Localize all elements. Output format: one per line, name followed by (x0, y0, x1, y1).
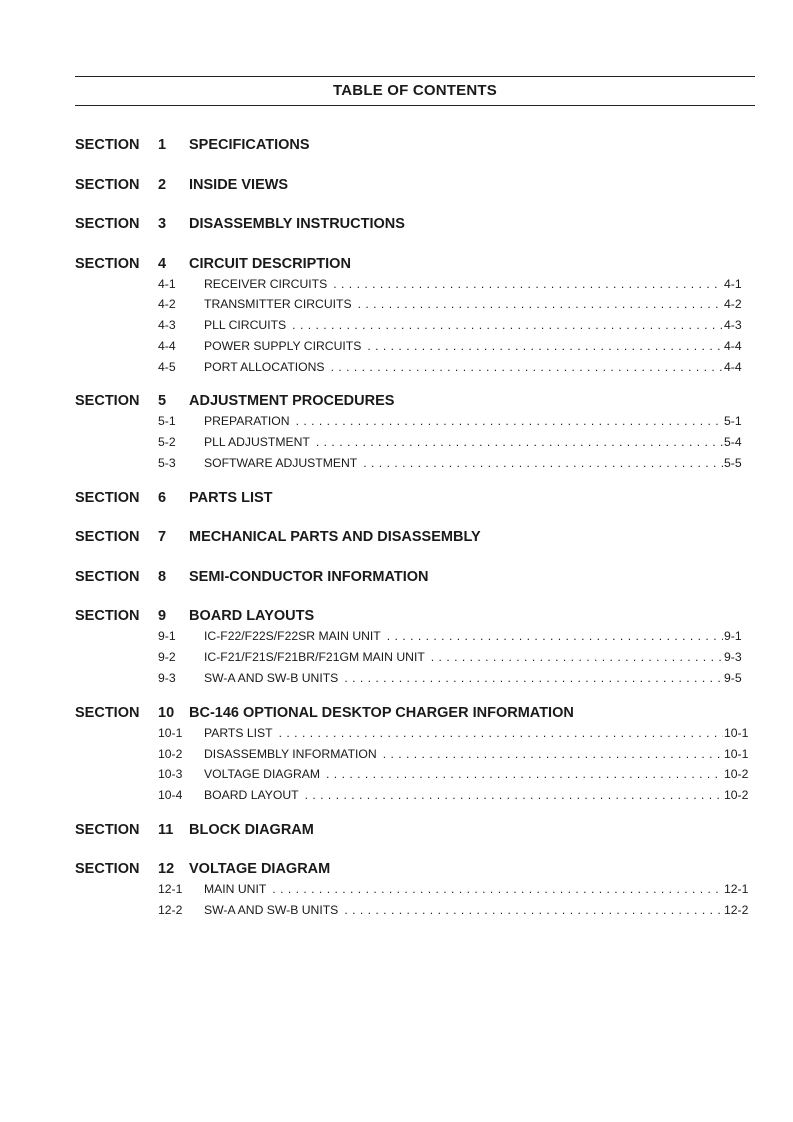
toc-entry[interactable] (75, 318, 742, 339)
toc-section (75, 861, 749, 924)
entry-page-number: 4-1 (724, 276, 742, 291)
section-number: 1 (158, 137, 167, 153)
entry-leader (204, 456, 723, 470)
page-title: TABLE OF CONTENTS (333, 82, 497, 99)
section-title: ADJUSTMENT PROCEDURES (189, 393, 395, 410)
section-number: 10 (158, 704, 175, 721)
entry-page-number: 9-1 (724, 629, 742, 644)
section-number: 6 (158, 489, 167, 506)
section-heading[interactable] (75, 216, 735, 236)
section-word: SECTION (75, 568, 140, 585)
toc-section (75, 704, 749, 809)
entry-page-number: 5-5 (724, 456, 742, 471)
section-number: 2 (158, 176, 167, 193)
entry-leader (204, 414, 723, 428)
entry-label: IC-F21/F21S/F21BR/F21GM MAIN UNIT (204, 650, 431, 664)
entry-leader (204, 726, 723, 740)
entry-number: 4-4 (158, 338, 176, 353)
section-title: CIRCUIT DESCRIPTION (189, 255, 351, 272)
entry-page-number: 9-3 (724, 650, 742, 665)
entry-page-number: 10-1 (724, 746, 749, 761)
entry-page-number: 5-1 (724, 414, 742, 429)
entry-label: VOLTAGE DIAGRAM (204, 767, 326, 781)
toc-section (75, 216, 735, 236)
section-word: SECTION (75, 608, 140, 625)
entry-label: PARTS LIST (204, 726, 279, 740)
section-word: SECTION (75, 489, 140, 506)
entry-list (75, 725, 749, 809)
section-number: 8 (158, 568, 167, 585)
section-title: DISASSEMBLY INSTRUCTIONS (189, 216, 405, 232)
entry-label: PREPARATION (204, 414, 296, 428)
toc-entry[interactable] (75, 903, 749, 924)
section-title: SPECIFICATIONS (189, 137, 310, 153)
section-word: SECTION (75, 255, 140, 272)
section-heading[interactable] (75, 608, 735, 628)
entry-number: 12-1 (158, 882, 183, 897)
section-number: 7 (158, 529, 167, 546)
entry-list (75, 882, 749, 924)
section-title: BLOCK DIAGRAM (189, 821, 314, 838)
entry-page-number: 10-2 (724, 788, 749, 803)
section-word: SECTION (75, 861, 140, 878)
section-number: 4 (158, 255, 167, 272)
section-word: SECTION (75, 393, 140, 410)
section-heading[interactable] (75, 529, 735, 549)
entry-number: 10-3 (158, 767, 183, 782)
entry-page-number: 5-4 (724, 435, 742, 450)
section-word: SECTION (75, 529, 140, 546)
toc-list (75, 137, 749, 937)
section-heading[interactable] (75, 569, 735, 589)
entry-leader (204, 339, 723, 353)
entry-number: 9-2 (158, 650, 176, 665)
entry-label: PLL CIRCUITS (204, 318, 292, 332)
toc-entry[interactable] (75, 414, 742, 435)
entry-page-number: 9-5 (724, 670, 742, 685)
entry-page-number: 10-1 (724, 725, 749, 740)
entry-page-number: 4-4 (724, 338, 742, 353)
toc-entry[interactable] (75, 456, 742, 477)
entry-number: 5-3 (158, 456, 176, 471)
toc-section (75, 255, 742, 381)
section-number: 3 (158, 216, 167, 232)
entry-number: 5-1 (158, 414, 176, 429)
section-title: VOLTAGE DIAGRAM (189, 861, 331, 878)
entry-number: 10-2 (158, 746, 183, 761)
section-number: 9 (158, 608, 167, 625)
section-number: 5 (158, 393, 167, 410)
entry-number: 10-4 (158, 788, 183, 803)
toc-section (75, 137, 735, 157)
entry-number: 4-5 (158, 359, 176, 374)
entry-list (75, 276, 742, 381)
entry-label: RECEIVER CIRCUITS (204, 277, 333, 291)
section-title: SEMI-CONDUCTOR INFORMATION (189, 568, 429, 585)
entry-label: POWER SUPPLY CIRCUITS (204, 339, 367, 353)
entry-page-number: 10-2 (724, 767, 749, 782)
entry-leader (204, 788, 723, 802)
section-word: SECTION (75, 821, 140, 838)
entry-label: PORT ALLOCATIONS (204, 360, 331, 374)
toc-entry[interactable] (75, 435, 742, 456)
toc-section (75, 529, 735, 549)
toc-entry[interactable] (75, 725, 749, 747)
section-heading[interactable] (75, 137, 735, 157)
entry-page-number: 12-1 (724, 882, 749, 897)
section-heading[interactable] (75, 822, 735, 842)
toc-entry[interactable] (75, 276, 742, 298)
section-word: SECTION (75, 137, 140, 153)
top-rule (75, 76, 755, 77)
section-heading[interactable] (75, 490, 735, 510)
toc-entry[interactable] (75, 670, 742, 692)
toc-section (75, 608, 742, 691)
entry-leader (204, 747, 723, 761)
toc-entry[interactable] (75, 746, 749, 768)
entry-number: 4-3 (158, 318, 176, 333)
toc-section (75, 822, 735, 842)
bottom-rule (75, 105, 755, 106)
entry-list (75, 629, 742, 691)
section-word: SECTION (75, 216, 140, 232)
entry-label: TRANSMITTER CIRCUITS (204, 297, 358, 311)
entry-number: 4-1 (158, 276, 176, 291)
section-word: SECTION (75, 704, 140, 721)
entry-label: SW-A AND SW-B UNITS (204, 671, 344, 685)
entry-page-number: 12-2 (724, 903, 749, 918)
entry-label: BOARD LAYOUT (204, 788, 305, 802)
section-heading[interactable] (75, 256, 735, 276)
toc-entry[interactable] (75, 650, 742, 671)
entry-label: IC-F22/F22S/F22SR MAIN UNIT (204, 629, 387, 643)
entry-page-number: 4-4 (724, 359, 742, 374)
section-title: MECHANICAL PARTS AND DISASSEMBLY (189, 529, 481, 546)
toc-entry[interactable] (75, 629, 742, 650)
entry-leader (204, 903, 723, 917)
section-number: 11 (158, 821, 174, 838)
section-heading[interactable] (75, 393, 735, 413)
section-word: SECTION (75, 176, 140, 193)
section-title: INSIDE VIEWS (189, 176, 289, 193)
toc-section (75, 490, 735, 510)
entry-number: 5-2 (158, 435, 176, 450)
entry-leader (204, 435, 723, 449)
entry-number: 12-2 (158, 903, 183, 918)
entry-leader (204, 650, 723, 664)
entry-leader (204, 297, 723, 311)
toc-entry[interactable] (75, 338, 742, 360)
entry-page-number: 4-2 (724, 297, 742, 312)
entry-leader (204, 671, 723, 685)
toc-entry[interactable] (75, 767, 749, 788)
section-title: BC-146 OPTIONAL DESKTOP CHARGER INFORMATION (189, 704, 574, 721)
entry-leader (204, 629, 723, 643)
entry-list (75, 414, 742, 476)
section-heading[interactable] (75, 705, 735, 725)
entry-leader (204, 360, 723, 374)
toc-section (75, 569, 735, 589)
section-number: 12 (158, 861, 175, 878)
entry-number: 10-1 (158, 725, 183, 740)
entry-label: MAIN UNIT (204, 882, 272, 896)
entry-leader (204, 318, 723, 332)
entry-label: PLL ADJUSTMENT (204, 435, 316, 449)
entry-label: SW-A AND SW-B UNITS (204, 903, 344, 917)
section-title: PARTS LIST (189, 489, 273, 506)
toc-entry[interactable] (75, 297, 742, 318)
entry-page-number: 4-3 (724, 318, 742, 333)
entry-leader (204, 882, 723, 896)
entry-leader (204, 277, 723, 291)
entry-number: 9-1 (158, 629, 176, 644)
section-heading[interactable] (75, 861, 735, 881)
toc-entry[interactable] (75, 359, 742, 381)
entry-label: DISASSEMBLY INFORMATION (204, 747, 383, 761)
section-title: BOARD LAYOUTS (189, 608, 315, 625)
toc-section (75, 177, 735, 197)
section-heading[interactable] (75, 177, 735, 197)
toc-section (75, 393, 742, 476)
entry-number: 9-3 (158, 670, 176, 685)
entry-leader (204, 767, 723, 781)
toc-entry[interactable] (75, 882, 749, 903)
toc-entry[interactable] (75, 788, 749, 809)
entry-number: 4-2 (158, 297, 176, 312)
entry-label: SOFTWARE ADJUSTMENT (204, 456, 363, 470)
